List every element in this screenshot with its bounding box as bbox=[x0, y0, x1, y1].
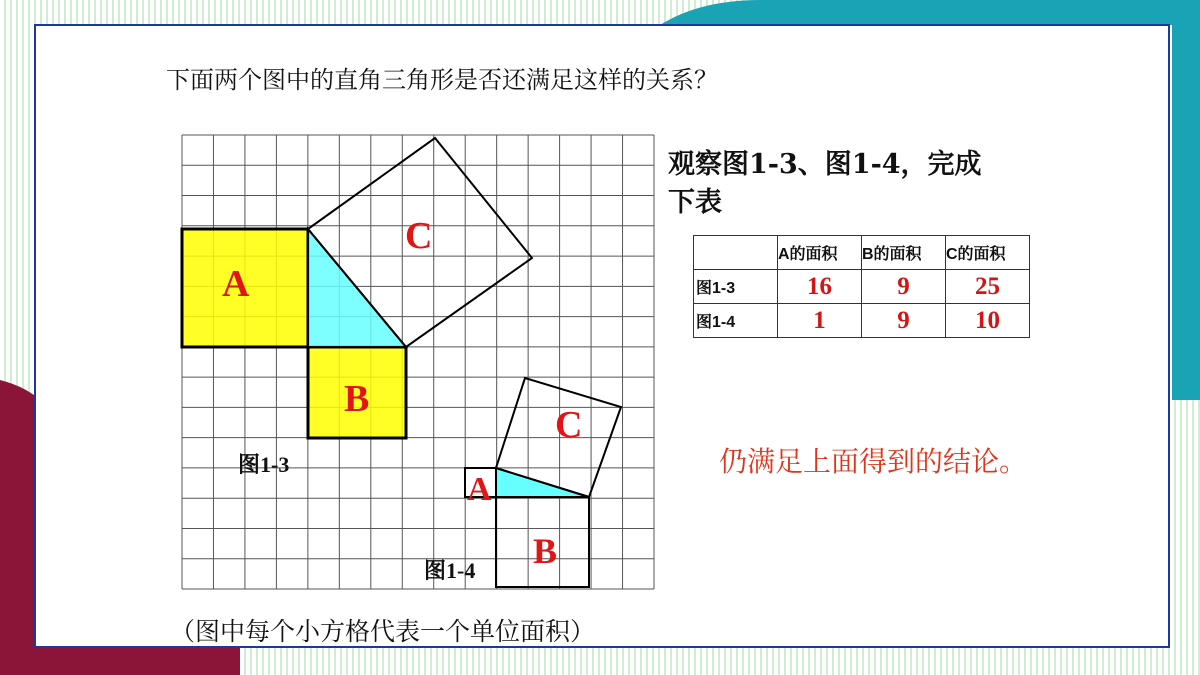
area-value: 9 bbox=[862, 304, 946, 338]
label-a: A bbox=[467, 471, 492, 508]
label-b: B bbox=[533, 531, 558, 571]
conclusion-text: 仍满足上面得到的结论。 bbox=[719, 445, 1028, 478]
area-value: 16 bbox=[778, 270, 862, 304]
area-value: 9 bbox=[862, 270, 946, 304]
area-value: 10 bbox=[946, 304, 1030, 338]
slide-heading: 下面两个图中的直角三角形是否还满足这样的关系？ bbox=[166, 66, 718, 94]
area-value: 1 bbox=[778, 304, 862, 338]
instruction-line-2: 下表 bbox=[668, 187, 722, 218]
label-a: A bbox=[222, 263, 250, 305]
figure-1-3 bbox=[182, 138, 532, 477]
table-header-cell: B的面积 bbox=[862, 236, 946, 270]
footnote-text: （图中每个小方格代表一个单位面积） bbox=[170, 617, 596, 646]
label-c: C bbox=[405, 215, 433, 257]
table-header-cell: C的面积 bbox=[946, 236, 1030, 270]
row-label: 图1-3 bbox=[694, 270, 778, 304]
label-c: C bbox=[555, 404, 583, 446]
figure-caption: 图1-4 bbox=[424, 558, 476, 583]
instruction-line-1: 观察图1-3、图1-4，完成 bbox=[668, 149, 982, 180]
figure-caption: 图1-3 bbox=[238, 452, 290, 477]
row-label: 图1-4 bbox=[694, 304, 778, 338]
unit-grid bbox=[182, 135, 654, 589]
table-header-cell: A的面积 bbox=[778, 236, 862, 270]
area-value: 25 bbox=[946, 270, 1030, 304]
label-b: B bbox=[344, 378, 370, 420]
